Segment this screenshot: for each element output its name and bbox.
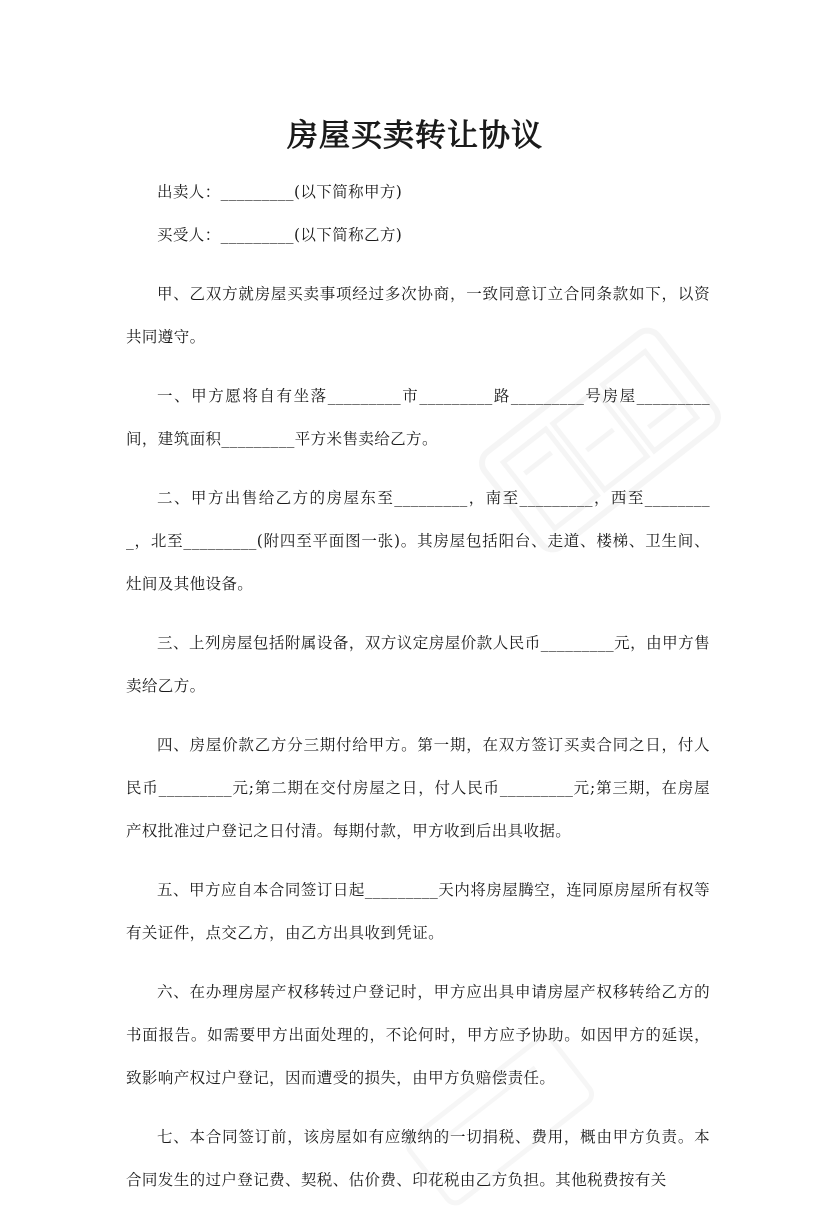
buyer-line: 买受人：_________(以下简称乙方) [157,226,403,244]
clause-6-paragraph: 六、在办理房屋产权移转过户登记时，甲方应出具申请房屋产权移转给乙方的书面报告。如需要甲方出面处理的，不论何时，甲方应予协助。如因甲方的延误，致影响产权过户登记，因而遭受的损失，由甲方负赔偿责任。 [126,983,710,1087]
document-title: 房屋买卖转让协议 [287,118,543,154]
clause-1-paragraph: 一、甲方愿将自有坐落_________市_________路_________号房屋_________间，建筑面积_________平方米售卖给乙方。 [126,387,710,448]
clause-4-paragraph: 四、房屋价款乙方分三期付给甲方。第一期，在双方签订买卖合同之日，付人民币_________元;第二期在交付房屋之日，付人民币_________元;第三期，在房屋产权批准过户登记之日付清。每期付款，甲方收到后出具收据。 [126,736,710,840]
clause-2-paragraph: 二、甲方出售给乙方的房屋东至_________，南至_________，西至_________，北至_________(附四至平面图一张)。其房屋包括阳台、走道、楼梯、卫生间、灶间及其他设备。 [126,489,710,593]
clause-7-paragraph: 七、本合同签订前，该房屋如有应缴纳的一切捐税、费用，概由甲方负责。本合同发生的过户登记费、契税、估价费、印花税由乙方负担。其他税费按有关 [126,1128,710,1189]
seller-line: 出卖人：_________(以下简称甲方) [157,183,403,201]
clause-3-paragraph: 三、上列房屋包括附属设备，双方议定房屋价款人民币_________元，由甲方售卖给乙方。 [126,634,710,695]
preamble-paragraph: 甲、乙双方就房屋买卖事项经过多次协商，一致同意订立合同条款如下，以资共同遵守。 [126,285,710,346]
document-body [126,171,710,1218]
clause-5-paragraph: 五、甲方应自本合同签订日起_________天内将房屋腾空，连同原房屋所有权等有关证件，点交乙方，由乙方出具收到凭证。 [126,881,710,942]
